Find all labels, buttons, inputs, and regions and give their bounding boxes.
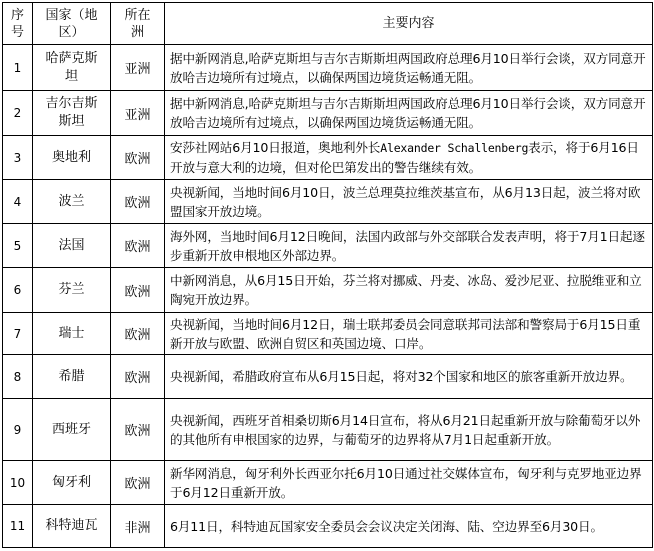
row-country: 波兰 <box>33 180 111 224</box>
table-row <box>3 136 653 180</box>
row-content: 新华网消息，匈牙利外长西亚尔托6月10日通过社交媒体宣布，匈牙利与克罗地亚边界于6月12日重新开放。 <box>165 461 653 505</box>
row-index: 9 <box>3 399 33 461</box>
table-row <box>3 91 653 136</box>
row-content: 央视新闻，当地时间6月12日，瑞士联邦委员会同意联邦司法部和警察局于6月15日重新开放与欧盟、欧洲自贸区和英国边境、口岸。 <box>165 313 653 355</box>
row-content: 据中新网消息,哈萨克斯坦与吉尔吉斯斯坦两国政府总理6月10日举行会谈，双方同意开放哈吉边境所有过境点，以确保两国边境货运畅通无阻。 <box>165 45 653 91</box>
header-continent: 所在洲 <box>111 3 165 45</box>
header-index: 序号 <box>3 3 33 45</box>
table-row <box>3 505 653 548</box>
row-content: 央视新闻，希腊政府宣布从6月15日起，将对32个国家和地区的旅客重新开放边界。 <box>165 355 653 399</box>
table-row <box>3 399 653 461</box>
row-continent: 亚洲 <box>111 45 165 91</box>
table-row <box>3 355 653 399</box>
row-content: 央视新闻，当地时间6月10日，波兰总理莫拉维茨基宣布，从6月13日起，波兰将对欧盟国家开放边境。 <box>165 180 653 224</box>
row-content-post: 表示，将于6月16日开放与意大利的边境，但对伦巴第发出的警告继续有效。 <box>170 140 639 175</box>
row-content: 6月11日，科特迪瓦国家安全委员会会议决定关闭海、陆、空边界至6月30日。 <box>165 505 653 548</box>
table-row <box>3 180 653 224</box>
row-content: 海外网，当地时间6月12日晚间，法国内政部与外交部联合发表声明，将于7月1日起逐步重新开放申根地区外部边界。 <box>165 224 653 268</box>
row-country: 吉尔吉斯斯坦 <box>33 91 111 136</box>
row-content: 央视新闻，西班牙首相桑切斯6月14日宣布，将从6月21日起重新开放与除葡萄牙以外的其他所有申根国家的边界，与葡萄牙的边界将从7月1日起重新开放。 <box>165 399 653 461</box>
row-index: 11 <box>3 505 33 548</box>
row-continent: 欧洲 <box>111 399 165 461</box>
row-continent: 欧洲 <box>111 180 165 224</box>
row-index: 5 <box>3 224 33 268</box>
row-continent: 亚洲 <box>111 91 165 136</box>
row-content-pre: 安莎社网站6月10日报道，奥地利外长 <box>170 140 381 155</box>
row-continent: 欧洲 <box>111 313 165 355</box>
row-content <box>165 136 653 180</box>
border-measures-table <box>2 2 653 548</box>
row-country: 西班牙 <box>33 399 111 461</box>
row-country: 法国 <box>33 224 111 268</box>
row-index: 4 <box>3 180 33 224</box>
table-row <box>3 224 653 268</box>
row-index: 10 <box>3 461 33 505</box>
table-row <box>3 461 653 505</box>
row-country: 瑞士 <box>33 313 111 355</box>
row-continent: 非洲 <box>111 505 165 548</box>
row-continent: 欧洲 <box>111 136 165 180</box>
row-continent: 欧洲 <box>111 461 165 505</box>
row-country: 科特迪瓦 <box>33 505 111 548</box>
row-content: 中新网消息，从6月15日开始，芬兰将对挪威、丹麦、冰岛、爱沙尼亚、拉脱维亚和立陶宛开放边界。 <box>165 268 653 313</box>
row-index: 8 <box>3 355 33 399</box>
row-index: 1 <box>3 45 33 91</box>
row-index: 6 <box>3 268 33 313</box>
row-index: 7 <box>3 313 33 355</box>
table-row <box>3 268 653 313</box>
row-index: 3 <box>3 136 33 180</box>
row-country: 匈牙利 <box>33 461 111 505</box>
row-continent: 欧洲 <box>111 224 165 268</box>
table-header-row <box>3 3 653 45</box>
row-continent: 欧洲 <box>111 268 165 313</box>
row-country: 哈萨克斯坦 <box>33 45 111 91</box>
row-country: 芬兰 <box>33 268 111 313</box>
row-continent: 欧洲 <box>111 355 165 399</box>
row-content-person-name: Alexander Schallenberg <box>380 141 529 155</box>
row-country: 希腊 <box>33 355 111 399</box>
table-row <box>3 313 653 355</box>
row-country: 奥地利 <box>33 136 111 180</box>
row-index: 2 <box>3 91 33 136</box>
table-row <box>3 45 653 91</box>
header-content: 主要内容 <box>165 3 653 45</box>
header-country: 国家（地区） <box>33 3 111 45</box>
row-content: 据中新网消息,哈萨克斯坦与吉尔吉斯斯坦两国政府总理6月10日举行会谈，双方同意开放哈吉边境所有过境点，以确保两国边境货运畅通无阻。 <box>165 91 653 136</box>
